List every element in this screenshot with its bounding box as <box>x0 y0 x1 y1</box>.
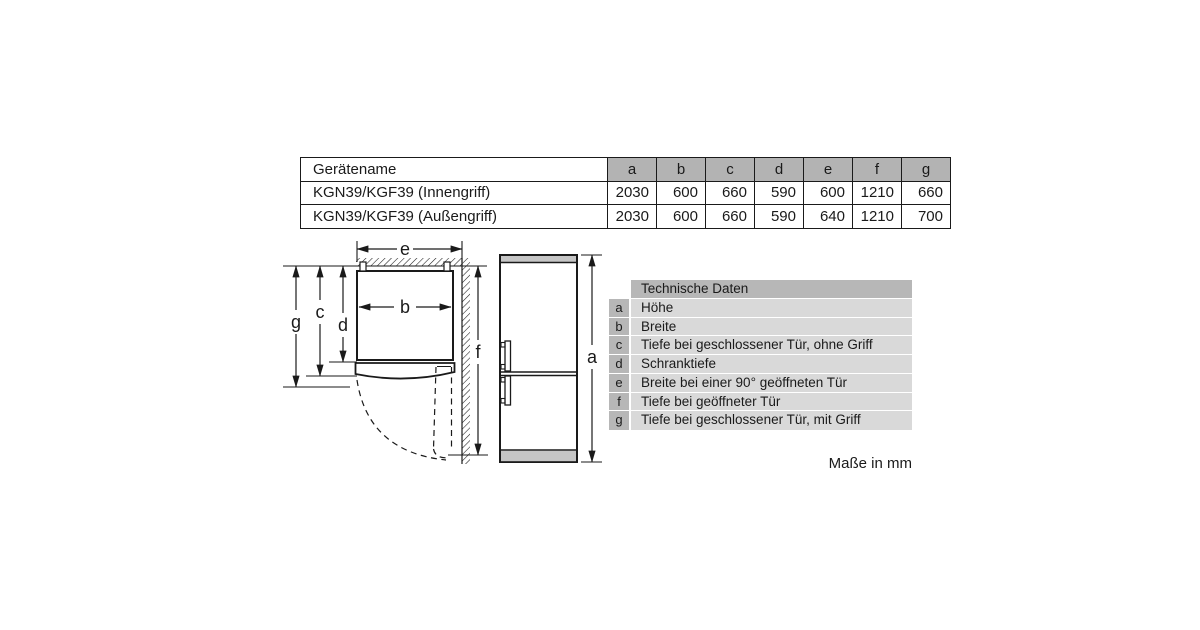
legend-label: Schranktiefe <box>631 355 912 374</box>
legend-key: g <box>609 411 629 430</box>
value-e: 640 <box>804 205 853 229</box>
table-header-row <box>301 158 951 182</box>
plinth <box>501 451 576 461</box>
top-panel <box>501 256 576 263</box>
dim-label-b: b <box>399 297 411 317</box>
table-row <box>301 205 951 229</box>
dim-label-e: e <box>399 239 411 259</box>
value-f: 1210 <box>853 205 902 229</box>
legend-label: Höhe <box>631 299 912 318</box>
model-name: KGN39/KGF39 (Außengriff) <box>301 205 608 229</box>
value-c: 660 <box>706 181 755 205</box>
technical-data-legend <box>609 280 912 430</box>
value-d: 590 <box>755 181 804 205</box>
legend-label: Breite <box>631 318 912 337</box>
legend-key: b <box>609 318 629 337</box>
legend-row <box>609 355 912 374</box>
legend-row <box>609 411 912 430</box>
value-d: 590 <box>755 205 804 229</box>
legend-row <box>609 318 912 337</box>
value-e: 600 <box>804 181 853 205</box>
dim-label-d: d <box>337 315 349 335</box>
legend-header <box>609 280 912 299</box>
legend-key: c <box>609 336 629 355</box>
legend-row <box>609 336 912 355</box>
door-swing-arc <box>357 380 446 460</box>
legend-key: f <box>609 393 629 412</box>
legend-row <box>609 393 912 412</box>
value-c: 660 <box>706 205 755 229</box>
units-note: Maße in mm <box>828 455 912 472</box>
top-view <box>356 262 455 460</box>
value-a: 2030 <box>608 181 657 205</box>
dim-label-c: c <box>315 302 325 322</box>
dimension-table <box>300 157 951 229</box>
hinge-right <box>444 262 450 271</box>
table-row <box>301 181 951 205</box>
value-a: 2030 <box>608 205 657 229</box>
legend-key-blank <box>609 280 629 299</box>
legend-row <box>609 299 912 318</box>
legend-key: d <box>609 355 629 374</box>
legend-row <box>609 374 912 393</box>
dim-label-a: a <box>586 347 598 367</box>
front-view <box>500 255 577 462</box>
legend-label: Breite bei einer 90° geöffneten Tür <box>631 374 912 393</box>
header-col-g: g <box>902 158 951 182</box>
header-col-a: a <box>608 158 657 182</box>
dim-label-f: f <box>475 342 481 362</box>
legend-key: e <box>609 374 629 393</box>
dimension-diagram <box>280 235 610 485</box>
hinge-left <box>360 262 366 271</box>
model-name: KGN39/KGF39 (Innengriff) <box>301 181 608 205</box>
open-door-dashed <box>434 367 452 458</box>
value-f: 1210 <box>853 181 902 205</box>
header-col-e: e <box>804 158 853 182</box>
legend-label: Tiefe bei geschlossener Tür, ohne Griff <box>631 336 912 355</box>
legend-title: Technische Daten <box>631 280 912 299</box>
value-g: 660 <box>902 181 951 205</box>
closed-door <box>356 363 455 379</box>
header-col-f: f <box>853 158 902 182</box>
header-col-c: c <box>706 158 755 182</box>
legend-label: Tiefe bei geschlossener Tür, mit Griff <box>631 411 912 430</box>
value-b: 600 <box>657 181 706 205</box>
dim-label-g: g <box>290 312 302 332</box>
legend-key: a <box>609 299 629 318</box>
header-col-d: d <box>755 158 804 182</box>
legend-label: Tiefe bei geöffneter Tür <box>631 393 912 412</box>
header-geraetename: Gerätename <box>301 158 608 182</box>
header-col-b: b <box>657 158 706 182</box>
value-g: 700 <box>902 205 951 229</box>
value-b: 600 <box>657 205 706 229</box>
